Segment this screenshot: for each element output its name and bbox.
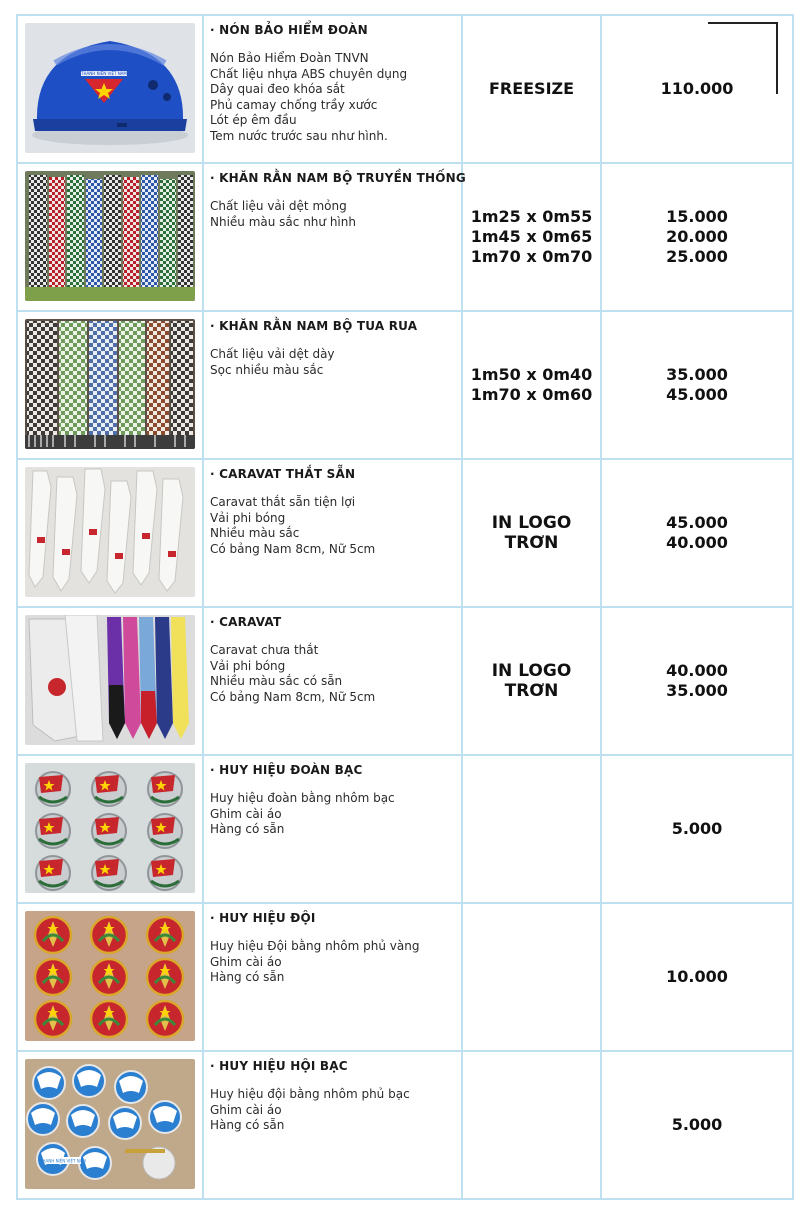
price-values [602, 207, 792, 267]
size-value: 1m50 x 0m40 [470, 365, 593, 384]
price-value: 45.000 [666, 513, 728, 532]
detail-line: Phủ camay chống trầy xước [210, 97, 378, 112]
product-description-cell [203, 755, 462, 903]
size-value: TRƠN [504, 533, 559, 553]
price-value: 5.000 [671, 1115, 723, 1134]
detail-line: Ghim cài áo [210, 1102, 282, 1117]
product-details [210, 199, 455, 230]
size-values [463, 513, 600, 553]
product-price-cell [601, 1051, 793, 1199]
product-size-cell [462, 903, 601, 1051]
size-value: 1m70 x 0m60 [470, 385, 593, 404]
detail-line: Hàng có sẵn [210, 822, 285, 836]
price-values [602, 79, 792, 99]
price-value: 25.000 [666, 247, 728, 266]
size-value: 1m45 x 0m65 [470, 227, 593, 246]
product-image-cell [17, 1051, 203, 1199]
product-title: · KHĂN RẰN NAM BỘ TUA RUA [210, 319, 418, 333]
product-title: · HUY HIỆU HỘI BẠC [210, 1059, 348, 1073]
size-value: 1m25 x 0m55 [470, 207, 593, 226]
detail-line: Huy hiệu đội bằng nhôm phủ bạc [210, 1087, 410, 1101]
price-values [602, 819, 792, 839]
fringe-scarf-photo [25, 319, 195, 449]
union-badge-photo [25, 763, 195, 893]
product-description-cell [203, 311, 462, 459]
product-title: · NÓN BẢO HIỂM ĐOÀN [210, 23, 368, 37]
product-title: · CARAVAT THẮT SẴN [210, 467, 356, 481]
detail-line: Ghim cài áo [210, 954, 282, 969]
detail-line: Nhiều màu sắc như hình [210, 214, 356, 229]
product-description-cell [203, 459, 462, 607]
detail-line: Caravat thắt sẵn tiện lợi [210, 495, 356, 509]
product-price-cell [601, 755, 793, 903]
product-row [17, 903, 793, 1051]
price-value: 40.000 [666, 533, 728, 552]
product-name: CARAVAT THẮT SẴN [219, 467, 356, 481]
size-values [463, 661, 600, 701]
product-price-cell [601, 459, 793, 607]
product-price-cell [601, 163, 793, 311]
product-details [210, 643, 455, 705]
product-size-cell [462, 163, 601, 311]
product-description-cell [203, 163, 466, 311]
product-description-cell [203, 607, 462, 755]
price-values [602, 1115, 792, 1135]
detail-line: Dây quai đeo khóa sắt [210, 82, 345, 96]
product-name: HUY HIỆU HỘI BẠC [219, 1059, 348, 1073]
product-row [17, 163, 793, 311]
product-row [17, 311, 793, 459]
detail-line: Vải phi bóng [210, 510, 286, 525]
detail-line: Huy hiệu đoàn bằng nhôm bạc [210, 791, 395, 805]
detail-line: Chất liệu vải dệt dày [210, 347, 335, 361]
product-row [17, 755, 793, 903]
product-size-cell [462, 311, 601, 459]
detail-line: Hàng có sẵn [210, 970, 285, 984]
pretied-tie-photo [25, 467, 195, 597]
detail-line: Huy hiệu Đội bằng nhôm phủ vàng [210, 939, 420, 953]
detail-line: Nón Bảo Hiểm Đoàn TNVN [210, 51, 369, 65]
product-row [17, 15, 793, 163]
product-row [17, 459, 793, 607]
product-description-cell [203, 15, 462, 163]
product-price-cell [601, 903, 793, 1051]
product-image-cell [17, 459, 203, 607]
product-image-cell [17, 311, 203, 459]
product-size-cell [462, 459, 601, 607]
size-value: TRƠN [504, 681, 559, 701]
size-value: FREESIZE [488, 79, 575, 98]
size-values [463, 79, 600, 99]
size-value: 1m70 x 0m70 [470, 247, 593, 266]
product-description-cell [203, 903, 462, 1051]
product-title: · HUY HIỆU ĐỘI [210, 911, 316, 925]
product-title: · CARAVAT [210, 615, 282, 629]
product-details [210, 495, 455, 557]
product-row [17, 607, 793, 755]
price-value: 5.000 [671, 819, 723, 838]
detail-line: Caravat chưa thắt [210, 643, 319, 657]
pioneer-badge-photo [25, 911, 195, 1041]
product-name: HUY HIỆU ĐỘI [219, 911, 316, 925]
product-details [210, 51, 455, 144]
detail-line: Nhiều màu sắc [210, 526, 300, 540]
detail-line: Có bảng Nam 8cm, Nữ 5cm [210, 689, 376, 704]
product-size-cell [462, 607, 601, 755]
product-image-cell [17, 607, 203, 755]
product-name: CARAVAT [219, 615, 282, 629]
product-price-cell [601, 15, 793, 163]
detail-line: Chất liệu nhựa ABS chuyên dụng [210, 66, 408, 81]
helmet-photo [25, 23, 195, 153]
checkered-scarf-photo [25, 171, 195, 301]
detail-line: Có bảng Nam 8cm, Nữ 5cm [210, 541, 376, 556]
product-title: · KHĂN RẰN NAM BỘ TRUYỀN THỐNG [210, 171, 466, 185]
product-price-cell [601, 311, 793, 459]
price-value: 45.000 [666, 385, 728, 404]
price-values [602, 365, 792, 405]
tie-photo [25, 615, 195, 745]
price-values [602, 661, 792, 701]
size-values [463, 207, 600, 267]
product-name: KHĂN RẰN NAM BỘ TUA RUA [219, 319, 418, 333]
price-value: 15.000 [666, 207, 728, 226]
detail-line: Tem nước trước sau như hình. [210, 128, 388, 143]
price-values [602, 967, 792, 987]
product-size-cell [462, 1051, 601, 1199]
price-value: 40.000 [666, 661, 728, 680]
product-size-cell [462, 15, 601, 163]
detail-line: Nhiều màu sắc có sẵn [210, 674, 343, 688]
detail-line: Hàng có sẵn [210, 1118, 285, 1132]
size-values [463, 365, 600, 405]
badge-print-label: THANH NIÊN VIỆT NAM [40, 1158, 86, 1164]
size-value: IN LOGO [491, 661, 572, 681]
product-row [17, 1051, 793, 1199]
price-value: 35.000 [666, 681, 728, 700]
product-price-cell [601, 607, 793, 755]
detail-line: Lót ép êm đầu [210, 113, 297, 127]
product-size-cell [462, 755, 601, 903]
price-values [602, 513, 792, 553]
product-price-table [16, 14, 794, 1200]
product-details [210, 791, 455, 838]
product-name: HUY HIỆU ĐOÀN BẠC [219, 763, 363, 777]
product-details [210, 1087, 455, 1134]
association-badge-photo [25, 1059, 195, 1189]
detail-line: Ghim cài áo [210, 806, 282, 821]
size-value: IN LOGO [491, 513, 572, 533]
product-image-cell [17, 15, 203, 163]
product-name: NÓN BẢO HIỂM ĐOÀN [219, 23, 368, 37]
price-value: 20.000 [666, 227, 728, 246]
product-name: KHĂN RẰN NAM BỘ TRUYỀN THỐNG [219, 171, 466, 185]
product-image-cell [17, 163, 203, 311]
product-image-cell [17, 903, 203, 1051]
product-details [210, 939, 455, 986]
helmet-print-label: THANH NIÊN VIỆT NAM [81, 71, 127, 76]
price-value: 35.000 [666, 365, 728, 384]
product-image-cell [17, 755, 203, 903]
detail-line: Sọc nhiều màu sắc [210, 362, 324, 377]
price-value: 110.000 [660, 79, 734, 98]
detail-line: Vải phi bóng [210, 658, 286, 673]
product-description-cell [203, 1051, 462, 1199]
detail-line: Chất liệu vải dệt mỏng [210, 199, 347, 213]
product-title: · HUY HIỆU ĐOÀN BẠC [210, 763, 363, 777]
product-details [210, 347, 455, 378]
price-value: 10.000 [666, 967, 728, 986]
